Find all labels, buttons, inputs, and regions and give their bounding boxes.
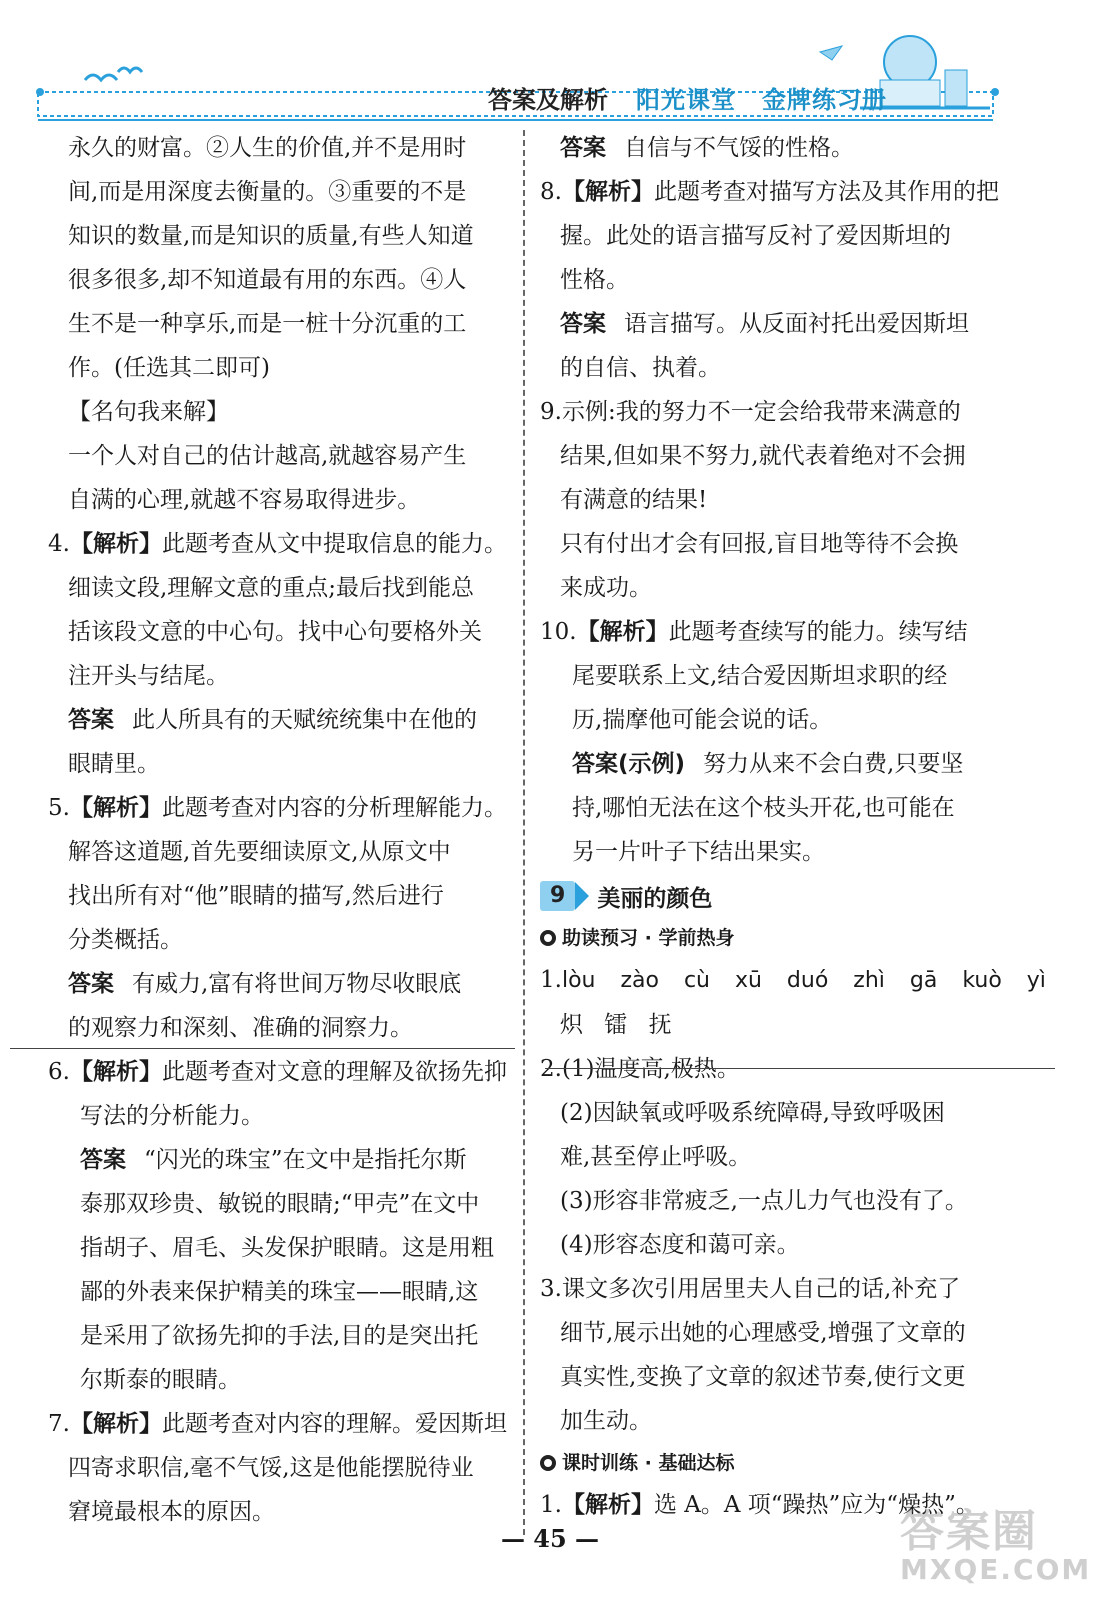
analysis-tag: 【解析】 (576, 619, 669, 645)
left-text-line (48, 434, 518, 478)
arrow-right-icon (575, 882, 589, 910)
right-text-line (540, 1355, 1015, 1399)
line-text: 括该段文意的中心句。找中心句要格外关 (68, 619, 482, 645)
line-text: 此题考查从文中提取信息的能力。 (161, 531, 507, 557)
watermark-top: 答案圈 (900, 1506, 1038, 1557)
right-text-line (540, 478, 1015, 522)
line-text: 泰那双珍贵、敏锐的眼睛;“甲壳”在文中 (80, 1191, 480, 1217)
line-text: 此人所具有的天赋统统集中在他的 (132, 707, 477, 733)
line-text: 此题考查对描写方法及其作用的把 (653, 179, 999, 205)
analysis-tag: 【解析】 (69, 1411, 162, 1437)
sub-heading-training-text: 课时训练 · 基础达标 (562, 1452, 735, 1474)
header-answers-label: 答案及解析 (488, 86, 608, 114)
left-text-line (48, 258, 518, 302)
line-text: 作。(任选其二即可) (68, 355, 270, 381)
right-column (540, 126, 1046, 1527)
answer-tag: 答案(示例) (572, 751, 686, 777)
header-brand: 阳光课堂 (636, 86, 736, 114)
left-text-line (48, 698, 518, 742)
column-divider (523, 130, 525, 1535)
right-text-line (540, 522, 1015, 566)
right-column-answers (540, 126, 1015, 874)
sub-heading-training (540, 1443, 1015, 1483)
item-number: 9. (540, 399, 562, 425)
item-number: 2. (540, 1056, 562, 1082)
right-text-line (540, 258, 1015, 302)
analysis-tag: 【解析】 (69, 531, 162, 557)
line-text: 解答这道题,首先要细读原文,从原文中 (68, 839, 451, 865)
page-number: — 45 — (500, 1524, 600, 1553)
line-text: 加生动。 (560, 1408, 652, 1434)
line-text: (3)形容非常疲乏,一点儿力气也没有了。 (560, 1188, 968, 1214)
line-text: 另一片叶子下结出果实。 (572, 839, 825, 865)
right-text-line (540, 742, 1015, 786)
line-text: 历,揣摩他可能会说的话。 (572, 707, 833, 733)
pinyin-line (540, 958, 1046, 1003)
line-text: 生不是一种享乐,而是一桩十分沉重的工 (68, 311, 467, 337)
left-text-line (48, 786, 518, 830)
line-text: 此题考查对内容的分析理解能力。 (161, 795, 507, 821)
line-text: 有威力,富有将世间万物尽收眼底 (132, 971, 462, 997)
right-text-line (540, 214, 1015, 258)
line-text: 有满意的结果! (560, 487, 708, 513)
line-text: 结果,但如果不努力,就代表着绝对不会拥 (560, 443, 966, 469)
line-text: 此题考查对内容的理解。爱因斯坦 (161, 1411, 507, 1437)
page-header (0, 0, 1098, 125)
line-text: 真实性,变换了文章的叙述节奏,使行文更 (560, 1364, 966, 1390)
analysis-tag: 【解析】 (69, 795, 162, 821)
item-number: 1. (540, 1492, 562, 1518)
paper-plane-icon (820, 46, 842, 60)
line-text: 性格。 (560, 267, 629, 293)
left-text-line (48, 214, 518, 258)
right-text-line (540, 1267, 1015, 1311)
line-text: 永久的财富。②人生的价值,并不是用时 (68, 135, 467, 161)
answer-tag: 答案 (560, 311, 606, 337)
bullet-circle-icon (540, 1455, 556, 1471)
right-text-line (540, 1047, 1015, 1091)
item-number: 8. (540, 179, 562, 205)
line-text: 来成功。 (560, 575, 652, 601)
answer-tag: 答案 (80, 1147, 126, 1173)
left-text-line (48, 1006, 518, 1050)
right-text-line (540, 434, 1015, 478)
right-text-line (540, 1223, 1015, 1267)
right-text-line (540, 170, 1015, 214)
left-text-line (48, 918, 518, 962)
line-text: (2)因缺氧或呼吸系统障碍,导致呼吸困 (560, 1100, 945, 1126)
line-text: 找出所有对“他”眼睛的描写,然后进行 (68, 883, 444, 909)
line-text: 细读文段,理解文意的重点;最后找到能总 (68, 575, 475, 601)
left-text-line (48, 962, 518, 1006)
line-text: 眼睛里。 (68, 751, 160, 777)
left-text-line (48, 302, 518, 346)
line-text: (1)温度高,极热。 (561, 1056, 740, 1082)
right-column-definitions (540, 1047, 1015, 1443)
right-text-line (540, 1135, 1015, 1179)
line-text: 自满的心理,就越不容易取得进步。 (68, 487, 421, 513)
line-text: 选 A。A 项“躁热”应为“燥热”。 (653, 1492, 979, 1518)
left-text-line (48, 1094, 518, 1138)
line-text: 【名句我来解】 (68, 399, 229, 425)
analysis-tag: 【解析】 (69, 1059, 162, 1085)
right-text-line (540, 126, 1015, 170)
left-text-line (48, 346, 518, 390)
left-text-line (48, 1490, 518, 1534)
section-number: 9 (540, 881, 575, 911)
line-text: 此题考查续写的能力。续写结 (668, 619, 968, 645)
left-text-line (48, 1138, 518, 1182)
right-text-line (540, 1179, 1015, 1223)
line-text: (4)形容态度和蔼可亲。 (560, 1232, 800, 1258)
left-text-line (48, 478, 518, 522)
item-number: 4. (48, 531, 70, 557)
section-title: 美丽的颜色 (597, 885, 713, 912)
left-text-line (48, 1270, 518, 1314)
left-text-line (48, 566, 518, 610)
right-text-line (540, 698, 1015, 742)
left-text-line (48, 126, 518, 170)
right-text-line (540, 786, 1015, 830)
analysis-tag: 【解析】 (561, 1492, 654, 1518)
right-text-line (540, 390, 1015, 434)
bird-icon (85, 75, 117, 80)
line-text: 是采用了欲扬先抑的手法,目的是突出托 (80, 1323, 479, 1349)
item-number: 3. (540, 1276, 562, 1302)
left-text-line (48, 1050, 518, 1094)
line-text: 自信与不气馁的性格。 (624, 135, 854, 161)
scan-line (545, 1068, 1055, 1069)
left-text-line (48, 1314, 518, 1358)
answer-tag: 答案 (68, 971, 114, 997)
item-number: 5. (48, 795, 70, 821)
line-text: 课文多次引用居里夫人自己的话,补充了 (561, 1276, 961, 1302)
bird-icon (118, 68, 142, 72)
left-text-line (48, 830, 518, 874)
item-number: 1. (540, 967, 562, 993)
right-text-line (540, 654, 1015, 698)
analysis-tag: 【解析】 (561, 179, 654, 205)
left-text-line (48, 1182, 518, 1226)
item-number: 7. (48, 1411, 70, 1437)
line-text: “闪光的珠宝”在文中是指托尔斯 (144, 1147, 467, 1173)
line-text: 只有付出才会有回报,盲目地等待不会换 (560, 531, 959, 557)
right-text-line (540, 302, 1015, 346)
line-text: 注开头与结尾。 (68, 663, 229, 689)
line-text: 分类概括。 (68, 927, 183, 953)
line-text: 一个人对自己的估计越高,就越容易产生 (68, 443, 467, 469)
left-text-line (48, 742, 518, 786)
right-text-line (540, 1399, 1015, 1443)
right-text-line (540, 566, 1015, 610)
left-text-line (48, 1402, 518, 1446)
right-text-line (540, 830, 1015, 874)
line-text: 指胡子、眉毛、头发保护眼睛。这是用粗 (80, 1235, 494, 1261)
left-text-line (48, 874, 518, 918)
left-column (48, 126, 518, 1534)
line-text: 知识的数量,而是知识的质量,有些人知道 (68, 223, 474, 249)
left-text-line (48, 170, 518, 214)
line-text: 窘境最根本的原因。 (68, 1499, 275, 1525)
section-heading (540, 874, 1015, 918)
line-text: 很多很多,却不知道最有用的东西。④人 (68, 267, 467, 293)
line-text: 握。此处的语言描写反衬了爱因斯坦的 (560, 223, 951, 249)
right-text-line (540, 1311, 1015, 1355)
line-text: 示例:我的努力不一定会给我带来满意的 (561, 399, 961, 425)
line-text: 语言描写。从反面衬托出爱因斯坦 (624, 311, 969, 337)
line-text: 难,甚至停止呼吸。 (560, 1144, 752, 1170)
left-text-line (48, 1358, 518, 1402)
scan-line (10, 1048, 515, 1049)
line-text: 鄙的外表来保护精美的珠宝——眼睛,这 (80, 1279, 479, 1305)
line-text: 尔斯泰的眼睛。 (80, 1367, 241, 1393)
line-text: 努力从来不会白费,只要坚 (703, 751, 964, 777)
left-text-line (48, 1226, 518, 1270)
line-text: 写法的分析能力。 (80, 1103, 264, 1129)
line-text: 细节,展示出她的心理感受,增强了文章的 (560, 1320, 966, 1346)
left-text-line (48, 654, 518, 698)
line-text: 的自信、执着。 (560, 355, 721, 381)
right-text-line (540, 1091, 1015, 1135)
right-text-line (540, 346, 1015, 390)
line-text: 的观察力和深刻、准确的洞察力。 (68, 1015, 413, 1041)
item-number: 10. (540, 619, 577, 645)
line-text: 此题考查对文意的理解及欲扬先抑 (161, 1059, 507, 1085)
item-number: 6. (48, 1059, 70, 1085)
left-text-line (48, 522, 518, 566)
bullet-circle-icon (540, 930, 556, 946)
right-text-line (540, 610, 1015, 654)
sub-heading-preview (540, 918, 1015, 958)
line-text: 间,而是用深度去衡量的。③重要的不是 (68, 179, 467, 205)
left-text-line (48, 1446, 518, 1490)
watermark-logo (900, 1495, 1090, 1595)
line-text: 持,哪怕无法在这个枝头开花,也可能在 (572, 795, 955, 821)
watermark-bottom: MXQE.COM (900, 1553, 1092, 1586)
characters-line: 炽 镭 抚 (560, 1012, 672, 1038)
answer-tag: 答案 (68, 707, 114, 733)
answer-tag: 答案 (560, 135, 606, 161)
line-text: 四寄求职信,毫不气馁,这是他能摆脱待业 (68, 1455, 474, 1481)
left-text-line (48, 390, 518, 434)
sub-heading-preview-text: 助读预习 · 学前热身 (562, 927, 735, 949)
line-text: 尾要联系上文,结合爱因斯坦求职的经 (572, 663, 948, 689)
header-book-title: 金牌练习册 (762, 86, 887, 114)
left-text-line (48, 610, 518, 654)
pinyin-text: lòu zào cù xū duó zhì gā kuò yì (561, 968, 1046, 993)
